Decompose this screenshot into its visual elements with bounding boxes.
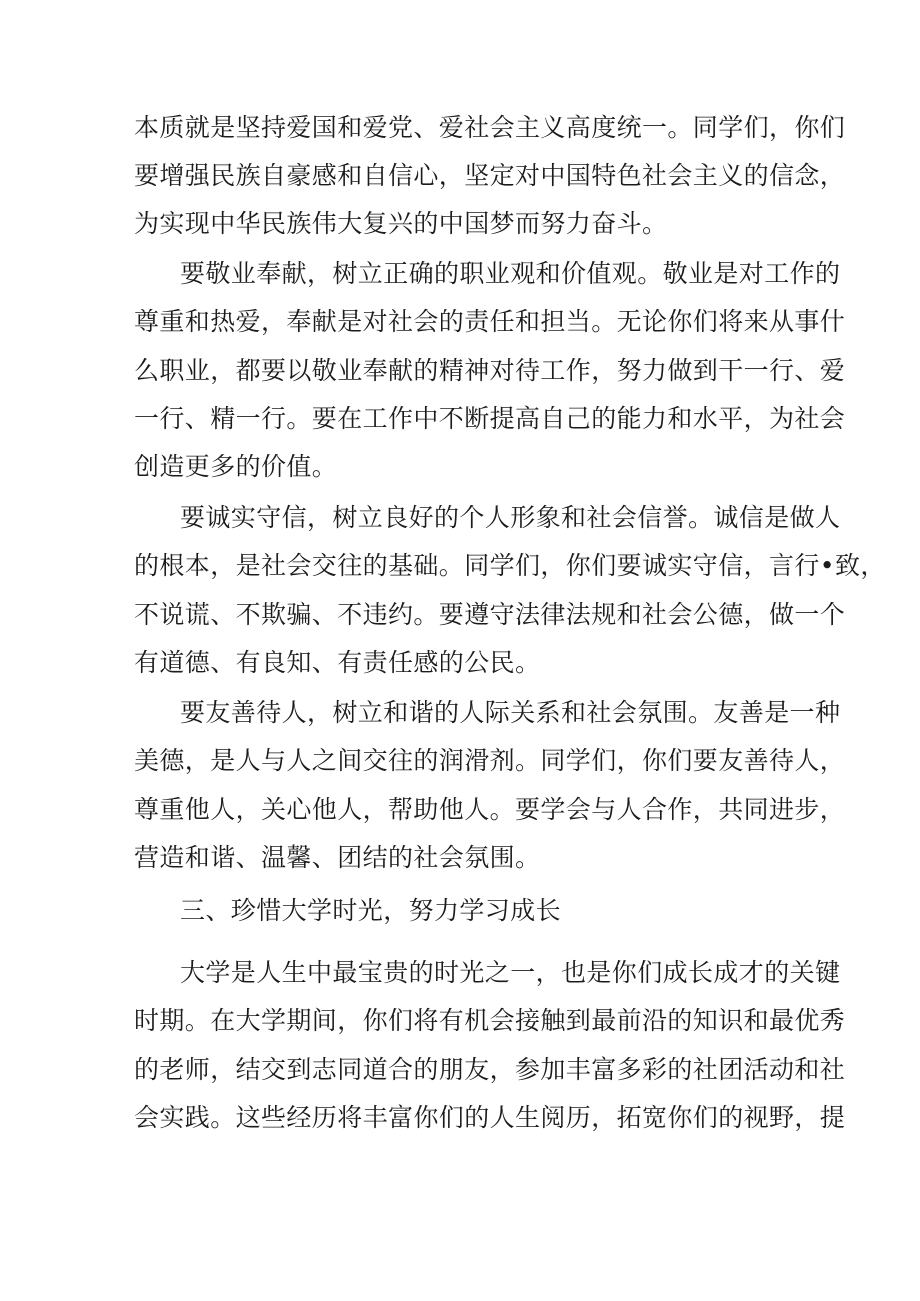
paragraph-line: 营造和谐、温馨、团结的社会氛围。	[134, 843, 541, 872]
paragraph-line: 尊重和热爱，奉献是对社会的责任和担当。无论你们将来从事什	[134, 307, 846, 336]
paragraph-line: 时期。在大学期间，你们将有机会接触到最前沿的知识和最优秀	[134, 1006, 846, 1035]
paragraph-line: 尊重他人，关心他人，帮助他人。要学会与人合作，共同进步，	[134, 795, 846, 824]
paragraph-line: 会实践。这些经历将丰富你们的人生阅历，拓宽你们的视野，提	[134, 1103, 846, 1132]
paragraph-line: 有道德、有良知、有责任感的公民。	[134, 648, 541, 677]
paragraph-line: 一行、精一行。要在工作中不断提高自己的能力和水平，为社会	[134, 404, 846, 433]
paragraph-line: 要增强民族自豪感和自信心，坚定对中国特色社会主义的信念，	[134, 161, 846, 190]
paragraph-line: 大学是人生中最宝贵的时光之一，也是你们成长成才的关键	[180, 958, 841, 987]
section-heading: 三、珍惜大学时光，努力学习成长	[180, 896, 562, 925]
paragraph-line: 的根本，是社会交往的基础。同学们，你们要诚实守信，言行•致，	[134, 551, 886, 580]
paragraph-line: 要诚实守信，树立良好的个人形象和社会信誉。诚信是做人	[180, 503, 841, 532]
paragraph-line: 不说谎、不欺骗、不违约。要遵守法律法规和社会公德，做一个	[134, 600, 846, 629]
paragraph-line: 美德，是人与人之间交往的润滑剂。同学们，你们要友善待人，	[134, 746, 846, 775]
paragraph-line: 么职业，都要以敬业奉献的精神对待工作，努力做到干一行、爱	[134, 356, 846, 385]
paragraph-line: 要友善待人，树立和谐的人际关系和社会氛围。友善是一种	[180, 698, 841, 727]
paragraph-line: 为实现中华民族伟大复兴的中国梦而努力奋斗。	[134, 209, 668, 238]
paragraph-line: 的老师，结交到志同道合的朋友，参加丰富多彩的社团活动和社	[134, 1055, 846, 1084]
paragraph-line: 要敬业奉献，树立正确的职业观和价值观。敬业是对工作的	[180, 259, 841, 288]
paragraph-line: 创造更多的价值。	[134, 452, 338, 481]
paragraph-line: 本质就是坚持爱国和爱党、爱社会主义高度统一。同学们，你们	[134, 113, 846, 142]
